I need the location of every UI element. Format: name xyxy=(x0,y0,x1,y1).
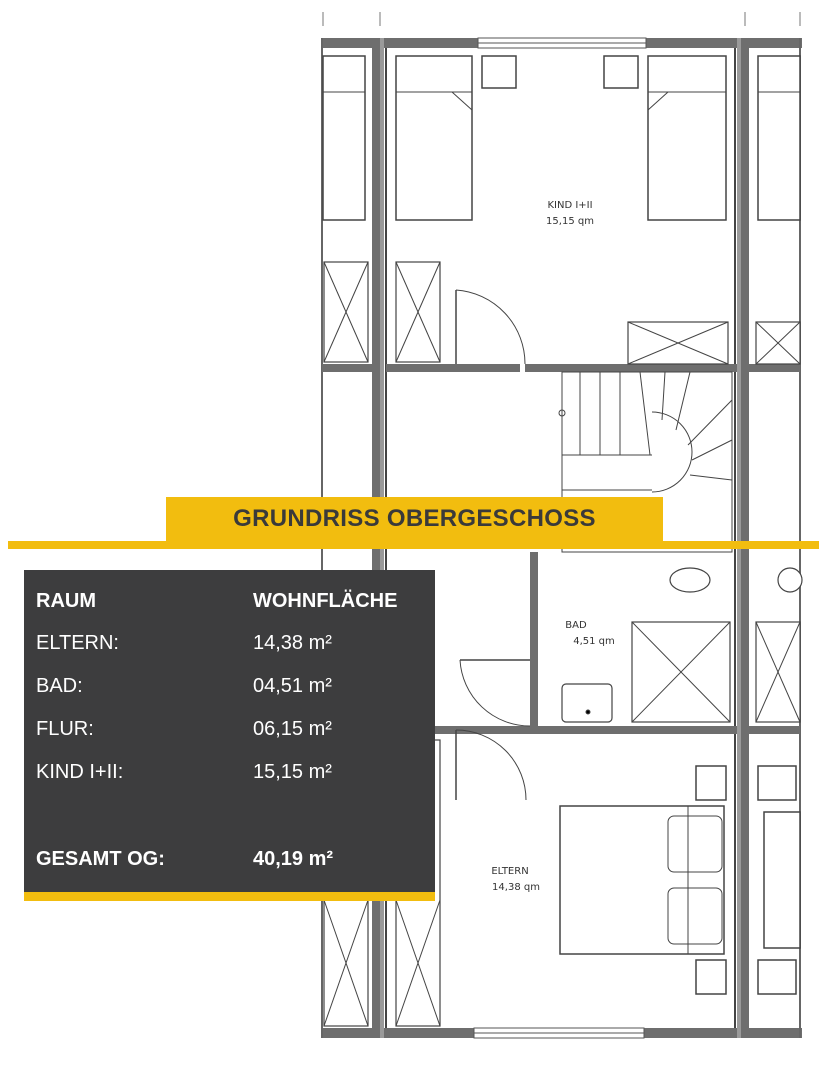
page-title: GRUNDRISS OBERGESCHOSS xyxy=(233,505,596,532)
row-room: KIND I+II: xyxy=(36,761,124,783)
kind-room-label: KIND I+II xyxy=(547,200,593,211)
bad-room-label: BAD xyxy=(565,620,587,631)
row-area: 14,38 m² xyxy=(253,632,332,654)
table-row xyxy=(36,675,426,705)
row-room: BAD: xyxy=(36,675,83,697)
header-area: WOHNFLÄCHE xyxy=(253,590,398,612)
table-total-row xyxy=(36,848,426,878)
total-label: GESAMT OG: xyxy=(36,848,165,870)
kind-room-area: 15,15 qm xyxy=(546,216,594,227)
row-room: ELTERN: xyxy=(36,632,119,654)
row-area: 15,15 m² xyxy=(253,761,332,783)
header-room: RAUM xyxy=(36,590,96,612)
table-row xyxy=(36,761,426,791)
accent-rule xyxy=(8,541,819,549)
area-table-panel xyxy=(24,570,435,892)
table-header-row xyxy=(36,590,426,620)
total-area: 40,19 m² xyxy=(253,848,334,870)
bad-room-area: 4,51 qm xyxy=(573,636,615,647)
row-area: 04,51 m² xyxy=(253,675,332,697)
panel-accent-bar xyxy=(24,892,435,901)
table-row xyxy=(36,718,426,748)
table-row xyxy=(36,632,426,662)
row-area: 06,15 m² xyxy=(253,718,332,740)
row-room: FLUR: xyxy=(36,718,94,740)
title-banner xyxy=(166,497,663,543)
eltern-room-area: 14,38 qm xyxy=(492,882,540,893)
eltern-room-label: ELTERN xyxy=(491,866,529,877)
